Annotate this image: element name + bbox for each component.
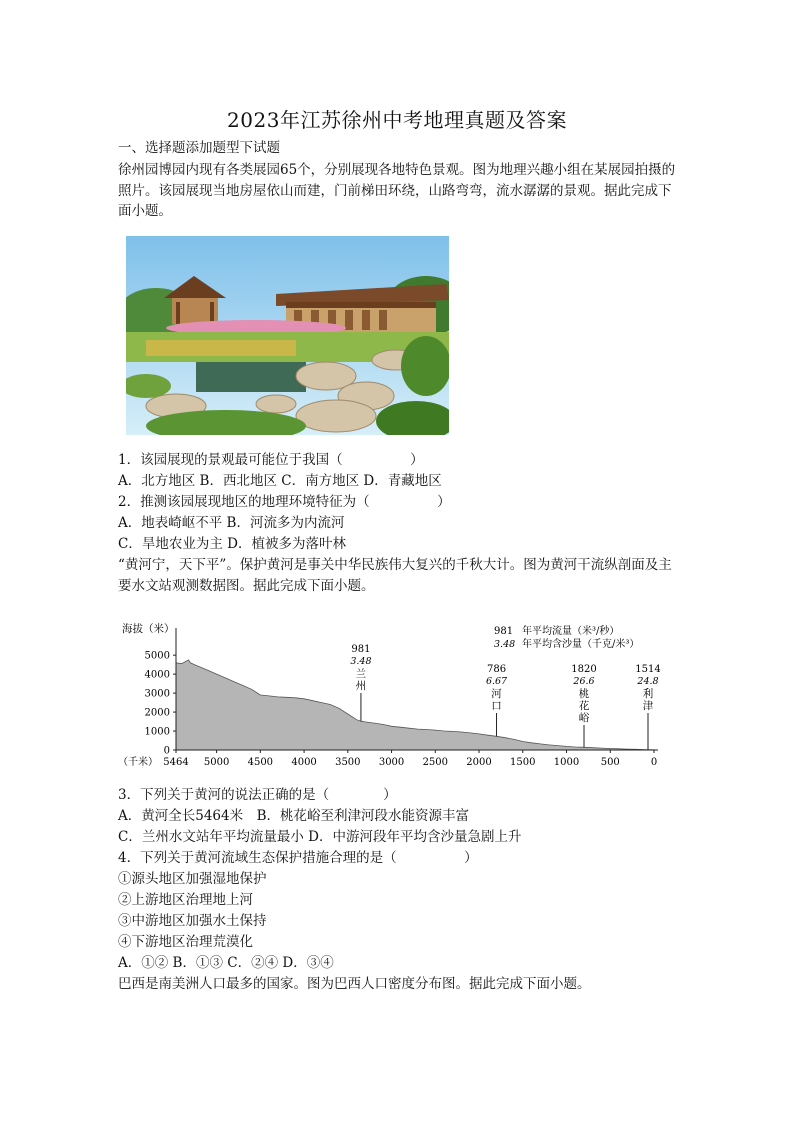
station-flow: 1514 [635, 664, 661, 675]
intro-paragraph-1: 徐州园博园内现有各类展园65个，分别展现各地特色景观。图为地理兴趣小组在某展园拍摄的照片。该园展现当地房屋依山而建，门前梯田环绕，山路弯弯，流水潺潺的景观。据此完成下面小题。 [118, 162, 676, 219]
legend-sample-sand: 3.48 [494, 639, 516, 650]
question-4-options: A．①② B．①③ C．②④ D．③④ [118, 955, 334, 971]
station-sand: 6.67 [485, 676, 508, 687]
station-sand: 26.6 [573, 676, 595, 687]
question-2-options-a-b: A．地表崎岖不平 B．河流多为内流河 [118, 515, 345, 531]
section-heading: 一、选择题添加题型下试题 [118, 140, 280, 156]
legend-sand-label: 年平均含沙量（千克/米³） [522, 639, 640, 650]
y-axis-label: 海拔（米） [122, 623, 175, 635]
y-tick-label: 3000 [144, 688, 170, 700]
station-name-char: 河 [491, 688, 502, 700]
x-tick-label: 5464 [163, 757, 189, 768]
garden-photo [126, 236, 449, 435]
question-4-item-4: ④下游地区治理荒漠化 [118, 934, 253, 950]
yellow-river-profile-chart [118, 618, 678, 778]
station-name-char: 桃 [578, 688, 590, 700]
y-tick-label: 2000 [144, 707, 170, 719]
y-tick-label: 1000 [144, 726, 170, 738]
station-sand: 3.48 [350, 656, 372, 667]
x-tick-label: 4500 [247, 757, 274, 768]
x-tick-label: 2000 [466, 757, 492, 768]
intro-paragraph-2: “黄河宁，天下平”。保护黄河是事关中华民族伟大复兴的千秋大计。图为黄河干流纵剖面及主要水文站观测数据图。据此完成下面小题。 [118, 557, 672, 594]
y-tick-label: 5000 [144, 650, 170, 662]
x-tick-label: 1500 [510, 757, 536, 768]
garden-photo-illustration [126, 236, 449, 435]
station-name-char: 花 [578, 700, 590, 712]
x-axis-label: （千米） [118, 757, 158, 768]
station-name-char: 州 [355, 680, 367, 692]
question-4-item-1: ①源头地区加强湿地保护 [118, 871, 267, 887]
x-tick-label: 500 [600, 757, 620, 768]
station-name-char: 口 [491, 700, 502, 712]
x-tick-label: 1000 [553, 757, 580, 768]
station-name-char: 兰 [355, 668, 367, 680]
x-tick-label: 2500 [422, 757, 449, 768]
question-3-options-c-d: C．兰州水文站年平均流量最小 D．中游河段年平均含沙量急剧上升 [118, 829, 522, 845]
question-4-item-2: ②上游地区治理地上河 [118, 892, 253, 908]
station-sand: 24.8 [637, 676, 659, 687]
station-name-char: 津 [642, 700, 654, 712]
x-tick-label: 5000 [203, 757, 230, 768]
question-3-options-a-b: A．黄河全长5464米 B．桃花峪至利津河段水能资源丰富 [118, 808, 470, 824]
question-4-item-3: ③中游地区加强水土保持 [118, 913, 267, 929]
question-3-stem: 3．下列关于黄河的说法正确的是（ ） [118, 787, 397, 803]
station-flow: 1820 [571, 664, 597, 675]
x-tick-label: 4000 [291, 757, 317, 768]
station-name-char: 峪 [578, 712, 590, 724]
profile-chart-svg [118, 618, 678, 778]
intro-paragraph-3: 巴西是南美洲人口最多的国家。图为巴西人口密度分布图。据此完成下面小题。 [118, 976, 591, 992]
x-tick-label: 0 [650, 757, 658, 768]
y-tick-label: 4000 [144, 669, 170, 681]
page-title: 2023年江苏徐州中考地理真题及答案 [227, 108, 567, 132]
x-tick-label: 3500 [335, 757, 361, 768]
legend-flow-label: 年平均流量（米³/秒） [522, 626, 620, 637]
question-4-stem: 4．下列关于黄河流域生态保护措施合理的是（ ） [118, 850, 478, 866]
station-name-char: 利 [642, 688, 654, 700]
station-flow: 786 [486, 664, 507, 675]
y-tick-label: 0 [163, 745, 170, 757]
legend-sample-flow: 981 [494, 626, 514, 637]
x-tick-label: 3000 [378, 757, 405, 768]
question-2-options-c-d: C．旱地农业为主 D．植被多为落叶林 [118, 536, 346, 552]
question-1-stem: 1．该园展现的景观最可能位于我国（ ） [118, 452, 424, 468]
question-2-stem: 2．推测该园展现地区的地理环境特征为（ ） [118, 494, 451, 510]
question-1-options: A．北方地区 B．西北地区 C．南方地区 D．青藏地区 [118, 473, 442, 489]
station-flow: 981 [351, 644, 371, 655]
